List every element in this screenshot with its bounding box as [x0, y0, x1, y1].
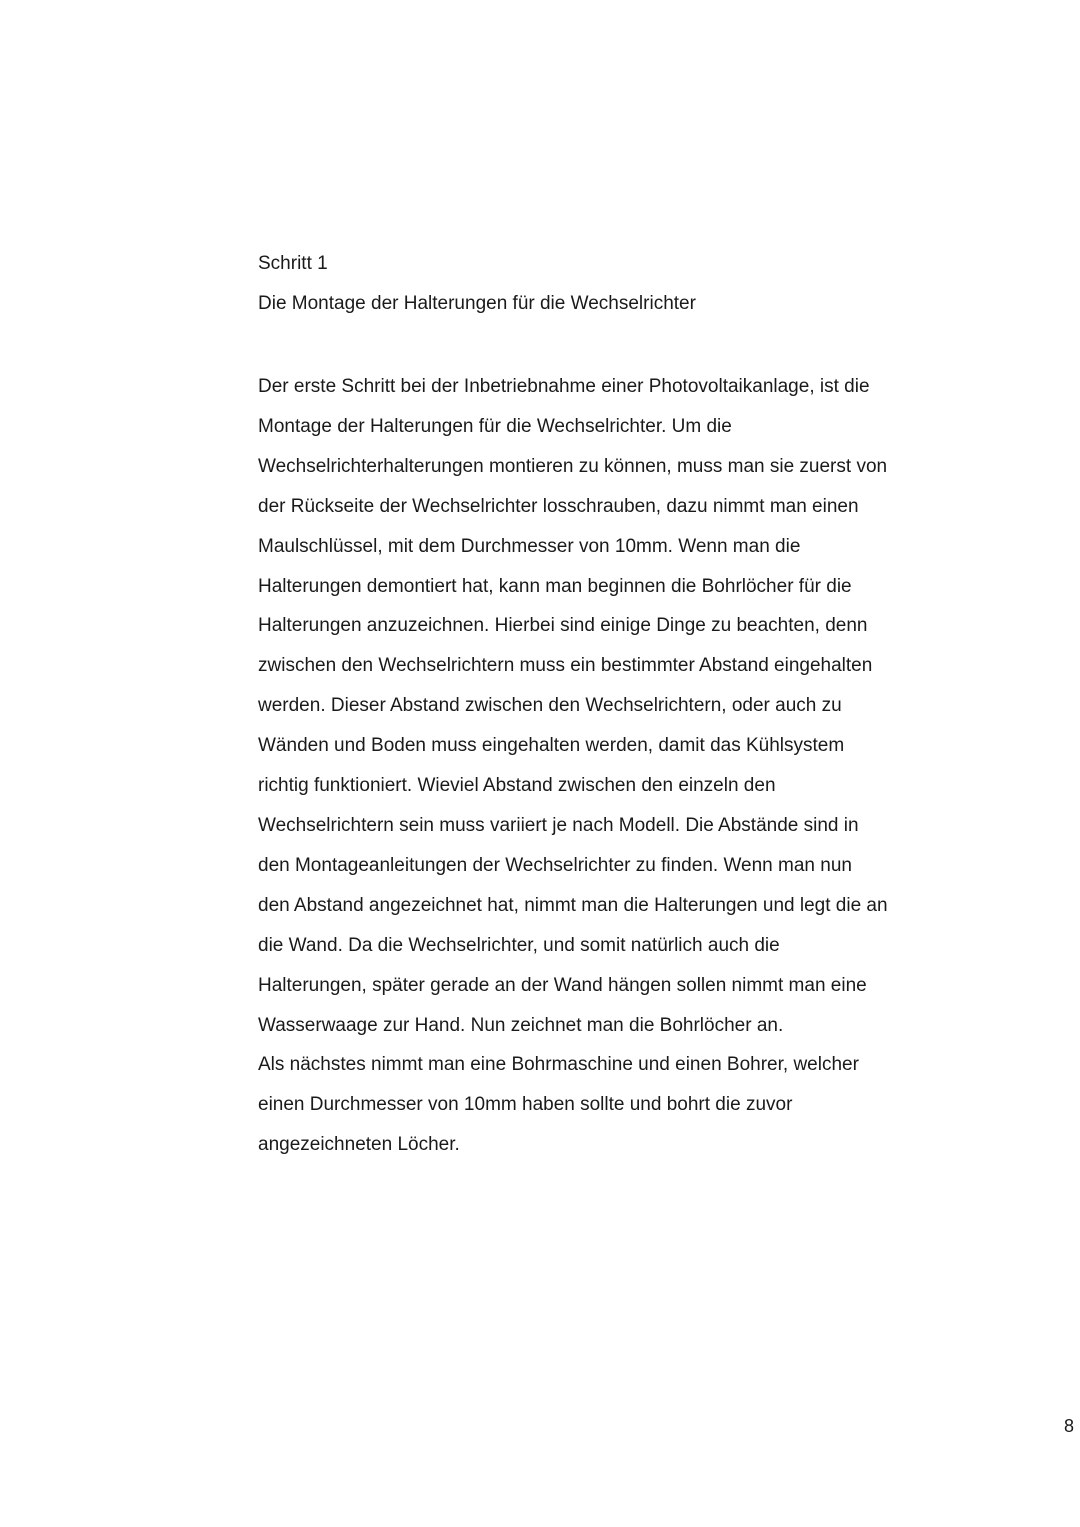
body-line: Halterungen, später gerade an der Wand hängen sollen nimmt man eine — [258, 974, 867, 996]
body-line: zwischen den Wechselrichtern muss ein bestimmter Abstand eingehalten — [258, 655, 873, 677]
body-line: Wechselrichterhalterungen montieren zu können, muss man sie zuerst von — [258, 455, 888, 477]
page-number: 8 — [1064, 1416, 1075, 1436]
step-label: Schritt 1 — [258, 253, 328, 274]
body-line: Montage der Halterungen für die Wechselrichter. Um die — [258, 415, 732, 437]
body-line: Der erste Schritt bei der Inbetriebnahme einer Photovoltaikanlage, ist die — [258, 376, 870, 397]
body-line: richtig funktioniert. Wieviel Abstand zwischen den einzeln den — [258, 775, 776, 797]
body-line: angezeichneten Löcher. — [258, 1134, 460, 1156]
body-line: Wechselrichtern sein muss variiert je nach Modell. Die Abstände sind in — [258, 814, 859, 836]
body-line: der Rückseite der Wechselrichter losschrauben, dazu nimmt man einen — [258, 495, 859, 517]
body-line: den Abstand angezeichnet hat, nimmt man die Halterungen und legt die an — [258, 894, 888, 916]
body-line: den Montageanleitungen der Wechselrichter zu finden. Wenn man nun — [258, 854, 852, 876]
body-line: Wasserwaage zur Hand. Nun zeichnet man die Bohrlöcher an. — [258, 1014, 784, 1036]
body-line: einen Durchmesser von 10mm haben sollte und bohrt die zuvor — [258, 1094, 793, 1116]
body-line: werden. Dieser Abstand zwischen den Wechselrichtern, oder auch zu — [258, 695, 842, 717]
body-line: Wänden und Boden muss eingehalten werden, damit das Kühlsystem — [258, 735, 845, 757]
body-line: Halterungen demontiert hat, kann man beginnen die Bohrlöcher für die — [258, 575, 852, 597]
body-line: Maulschlüssel, mit dem Durchmesser von 10mm. Wenn man die — [258, 535, 801, 557]
body-paragraph — [258, 367, 938, 1165]
body-line: Als nächstes nimmt man eine Bohrmaschine und einen Bohrer, welcher — [258, 1054, 859, 1076]
section-heading: Die Montage der Halterungen für die Wechselrichter — [258, 293, 696, 314]
body-line: die Wand. Da die Wechselrichter, und somit natürlich auch die — [258, 934, 780, 956]
body-line: Halterungen anzuzeichnen. Hierbei sind einige Dinge zu beachten, denn — [258, 615, 868, 637]
